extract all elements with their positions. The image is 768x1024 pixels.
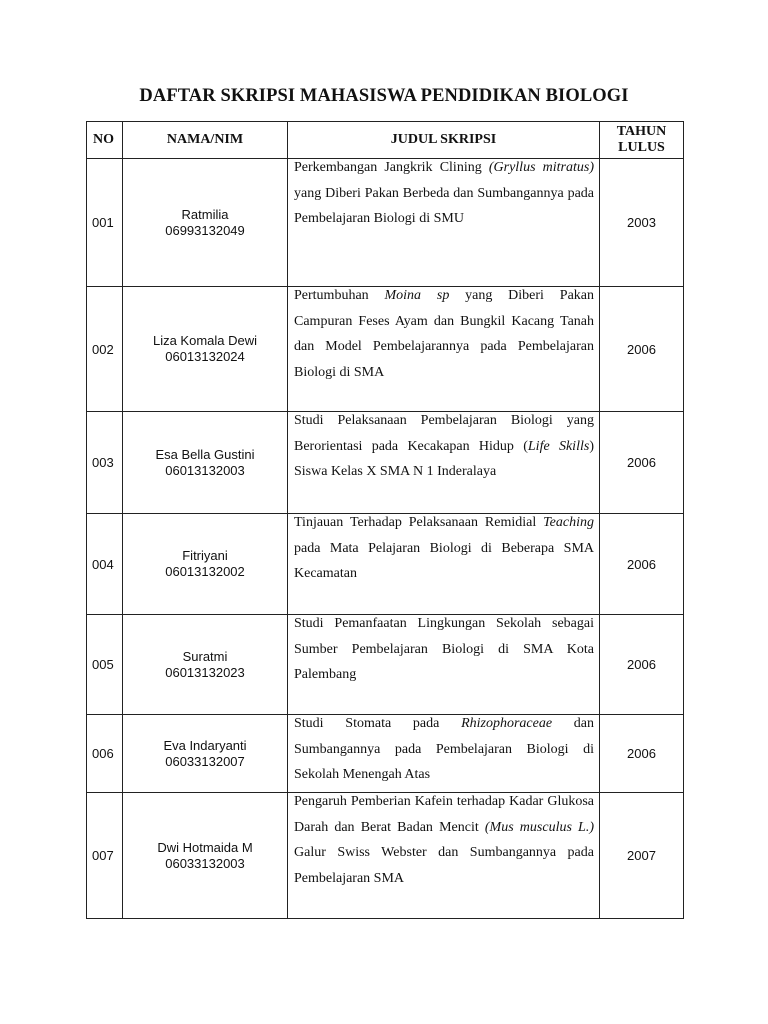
row-number: 005 bbox=[87, 615, 123, 715]
student-name: Eva Indaryanti bbox=[163, 737, 247, 753]
table-row bbox=[87, 287, 684, 412]
title-segment: yang Diberi Pakan Campuran Feses Ayam dan Bungkil Kacang Tanah dan Model Pembelajarannya pada Pembelajaran Biologi di SMA bbox=[294, 288, 594, 380]
student-nim: 06993132049 bbox=[165, 222, 245, 238]
student-cell bbox=[123, 715, 288, 793]
student-name: Esa Bella Gustini bbox=[155, 446, 255, 462]
thesis-title bbox=[288, 514, 600, 615]
graduation-year: 2006 bbox=[600, 514, 684, 615]
thesis-table bbox=[86, 121, 684, 919]
header-lulus: LULUS bbox=[618, 140, 665, 155]
student-cell bbox=[123, 287, 288, 412]
title-segment: Life Skills bbox=[527, 438, 590, 454]
title-segment: Teaching bbox=[543, 515, 594, 530]
graduation-year: 2006 bbox=[600, 615, 684, 715]
student-cell bbox=[123, 793, 288, 919]
student-cell bbox=[123, 159, 288, 287]
title-segment: (Gryllus mitratus) bbox=[488, 160, 595, 175]
graduation-year: 2003 bbox=[600, 159, 684, 287]
row-number: 001 bbox=[87, 159, 123, 287]
title-segment: Studi Pelaksanaan Pembelajaran Biologi yang Berorientasi pada Kecakapan Hidup ( bbox=[294, 413, 594, 454]
header-nama-nim: NAMA/NIM bbox=[123, 122, 288, 159]
table-row bbox=[87, 412, 684, 514]
header-no: NO bbox=[87, 122, 123, 159]
student-name: Liza Komala Dewi bbox=[152, 333, 258, 348]
table-row bbox=[87, 715, 684, 793]
table-row bbox=[87, 159, 684, 287]
graduation-year: 2006 bbox=[600, 715, 684, 793]
title-segment: Moina sp bbox=[384, 288, 450, 303]
thesis-title bbox=[288, 287, 600, 412]
header-judul-skripsi: JUDUL SKRIPSI bbox=[288, 122, 600, 159]
title-segment: Studi Stomata pada bbox=[294, 716, 462, 731]
document-title: DAFTAR SKRIPSI MAHASISWA PENDIDIKAN BIOLOGI bbox=[139, 86, 629, 106]
student-nim: 06013132002 bbox=[165, 564, 245, 579]
header-tahun-lulus bbox=[600, 122, 684, 159]
title-segment: Perkembangan Jangkrik Clining bbox=[294, 160, 489, 175]
student-nim: 06013132024 bbox=[165, 349, 245, 364]
student-name: Suratmi bbox=[182, 648, 228, 664]
title-segment: Studi Pemanfaatan Lingkungan Sekolah sebagai Sumber Pembelajaran Biologi di SMA Kota Palembang bbox=[294, 616, 594, 682]
title-segment: ) Siswa Kelas X SMA N 1 Inderalaya bbox=[294, 438, 594, 479]
title-segment: yang Diberi Pakan Berbeda dan Sumbangannya pada Pembelajaran Biologi di SMU bbox=[294, 185, 594, 226]
table-row bbox=[87, 793, 684, 919]
header-tahun: TAHUN bbox=[616, 124, 667, 139]
student-name: Fitriyani bbox=[182, 548, 228, 563]
student-cell bbox=[123, 412, 288, 514]
student-nim: 06033132003 bbox=[165, 855, 245, 871]
thesis-title bbox=[288, 615, 600, 715]
student-cell bbox=[123, 615, 288, 715]
thesis-title bbox=[288, 159, 600, 287]
thesis-title bbox=[288, 715, 600, 793]
student-name: Dwi Hotmaida M bbox=[157, 839, 253, 855]
title-segment: Rhizophoraceae bbox=[461, 716, 553, 731]
student-nim: 06013132023 bbox=[165, 664, 245, 680]
title-segment: Tinjauan Terhadap Pelaksanaan Remidial bbox=[294, 515, 544, 530]
row-number: 007 bbox=[87, 793, 123, 919]
row-number: 002 bbox=[87, 287, 123, 412]
title-segment: Pengaruh Pemberian Kafein terhadap Kadar Glukosa Darah dan Berat Badan Mencit bbox=[294, 794, 594, 835]
row-number: 004 bbox=[87, 514, 123, 615]
thesis-title bbox=[288, 412, 600, 514]
title-segment: dan Sumbangannya pada Pembelajaran Biologi di Sekolah Menengah Atas bbox=[294, 716, 594, 782]
title-segment: (Mus musculus L.) bbox=[484, 819, 594, 835]
row-number: 003 bbox=[87, 412, 123, 514]
row-number: 006 bbox=[87, 715, 123, 793]
student-nim: 06013132003 bbox=[165, 462, 245, 478]
thesis-title bbox=[288, 793, 600, 919]
table-row bbox=[87, 514, 684, 615]
student-nim: 06033132007 bbox=[165, 753, 245, 769]
table-header-row bbox=[87, 122, 684, 159]
title-segment: pada Mata Pelajaran Biologi di Beberapa SMA Kecamatan bbox=[294, 540, 594, 581]
title-segment: Galur Swiss Webster dan Sumbangannya pada Pembelajaran SMA bbox=[294, 845, 594, 886]
graduation-year: 2006 bbox=[600, 412, 684, 514]
title-segment: Pertumbuhan bbox=[294, 288, 385, 303]
graduation-year: 2006 bbox=[600, 287, 684, 412]
student-cell bbox=[123, 514, 288, 615]
student-name: Ratmilia bbox=[181, 206, 229, 222]
graduation-year: 2007 bbox=[600, 793, 684, 919]
table-row bbox=[87, 615, 684, 715]
